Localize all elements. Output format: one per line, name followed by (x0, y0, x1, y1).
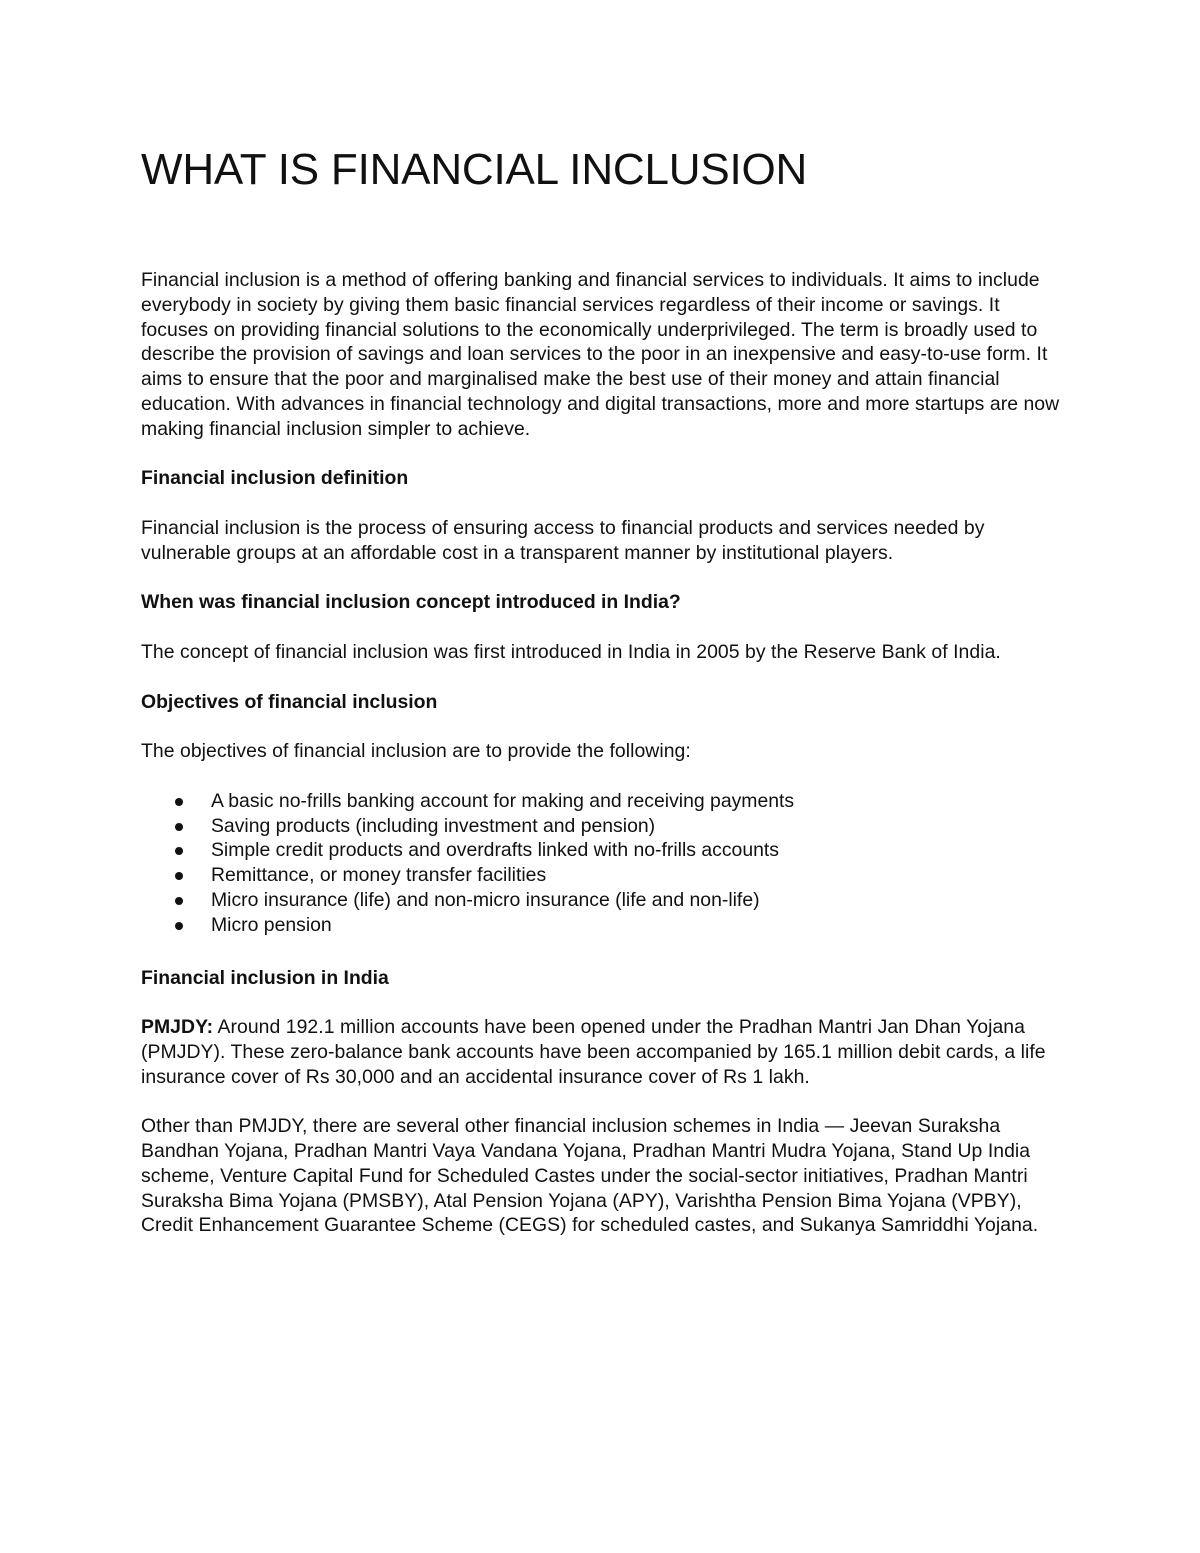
pmjdy-text: Around 192.1 million accounts have been opened under the Pradhan Mantri Jan Dhan Yojana (PMJDY). These zero-balance bank accounts have been accompanied by 165.1 million debit cards, a life insurance cover of Rs 30,000 and an accidental insurance cover of Rs 1 lakh. (141, 1016, 1046, 1088)
pmjdy-paragraph (141, 1015, 1071, 1089)
list-item-text: Simple credit products and overdrafts linked with no-frills accounts (211, 839, 779, 862)
objectives-intro: The objectives of financial inclusion are to provide the following: (141, 740, 691, 763)
bullet-icon (175, 798, 183, 806)
definition-paragraph: Financial inclusion is the process of ensuring access to financial products and services needed by vulnerable groups at an affordable cost in a transparent manner by institutional players. (141, 516, 985, 564)
page-title: WHAT IS FINANCIAL INCLUSION (141, 145, 808, 194)
bullet-icon (175, 897, 183, 905)
document-page (141, 138, 1071, 1263)
list-item (141, 838, 1071, 863)
india-heading: Financial inclusion in India (141, 966, 389, 989)
list-item (141, 913, 1071, 938)
list-item-text: Saving products (including investment and pension) (211, 814, 656, 837)
introduced-heading: When was financial inclusion concept introduced in India? (141, 591, 681, 614)
pmjdy-label: PMJDY: (141, 1016, 214, 1039)
bullet-icon (175, 823, 183, 831)
objectives-heading: Objectives of financial inclusion (141, 690, 438, 713)
list-item (141, 789, 1071, 814)
bullet-icon (175, 847, 183, 855)
intro-paragraph: Financial inclusion is a method of offering banking and financial services to individuals. It aims to include everybody in society by giving them basic financial services regardless of their income or savings. It focuses on providing financial solutions to the economically underprivileged. The term is broadly used to describe the provision of savings and loan services to the poor in an inexpensive and easy-to-use form. It aims to ensure that the poor and marginalised make the best use of their money and attain financial education. With advances in financial technology and digital transactions, more and more startups are now making financial inclusion simpler to achieve. (141, 269, 1060, 440)
objectives-list (141, 789, 1071, 938)
list-item (141, 814, 1071, 839)
list-item-text: Micro pension (211, 913, 332, 936)
bullet-icon (175, 872, 183, 880)
definition-heading: Financial inclusion definition (141, 467, 409, 490)
list-item (141, 888, 1071, 913)
list-item-text: A basic no-frills banking account for making and receiving payments (211, 789, 795, 812)
list-item-text: Micro insurance (life) and non-micro insurance (life and non-life) (211, 888, 760, 911)
bullet-icon (175, 922, 183, 930)
list-item-text: Remittance, or money transfer facilities (211, 864, 547, 887)
other-schemes-paragraph: Other than PMJDY, there are several other financial inclusion schemes in India — Jeevan Suraksha Bandhan Yojana, Pradhan Mantri Vaya Vandana Yojana, Pradhan Mantri Mudra Yojana, Stand Up India scheme, Venture Capital Fund for Scheduled Castes under the social-sector initiatives, Pradhan Mantri Suraksha Bima Yojana (PMSBY), Atal Pension Yojana (APY), Varishtha Pension Bima Yojana (VPBY), Credit Enhancement Guarantee Scheme (CEGS) for scheduled castes, and Sukanya Samriddhi Yojana. (141, 1115, 1039, 1237)
list-item (141, 863, 1071, 888)
introduced-paragraph: The concept of financial inclusion was first introduced in India in 2005 by the Reserve Bank of India. (141, 640, 1001, 663)
